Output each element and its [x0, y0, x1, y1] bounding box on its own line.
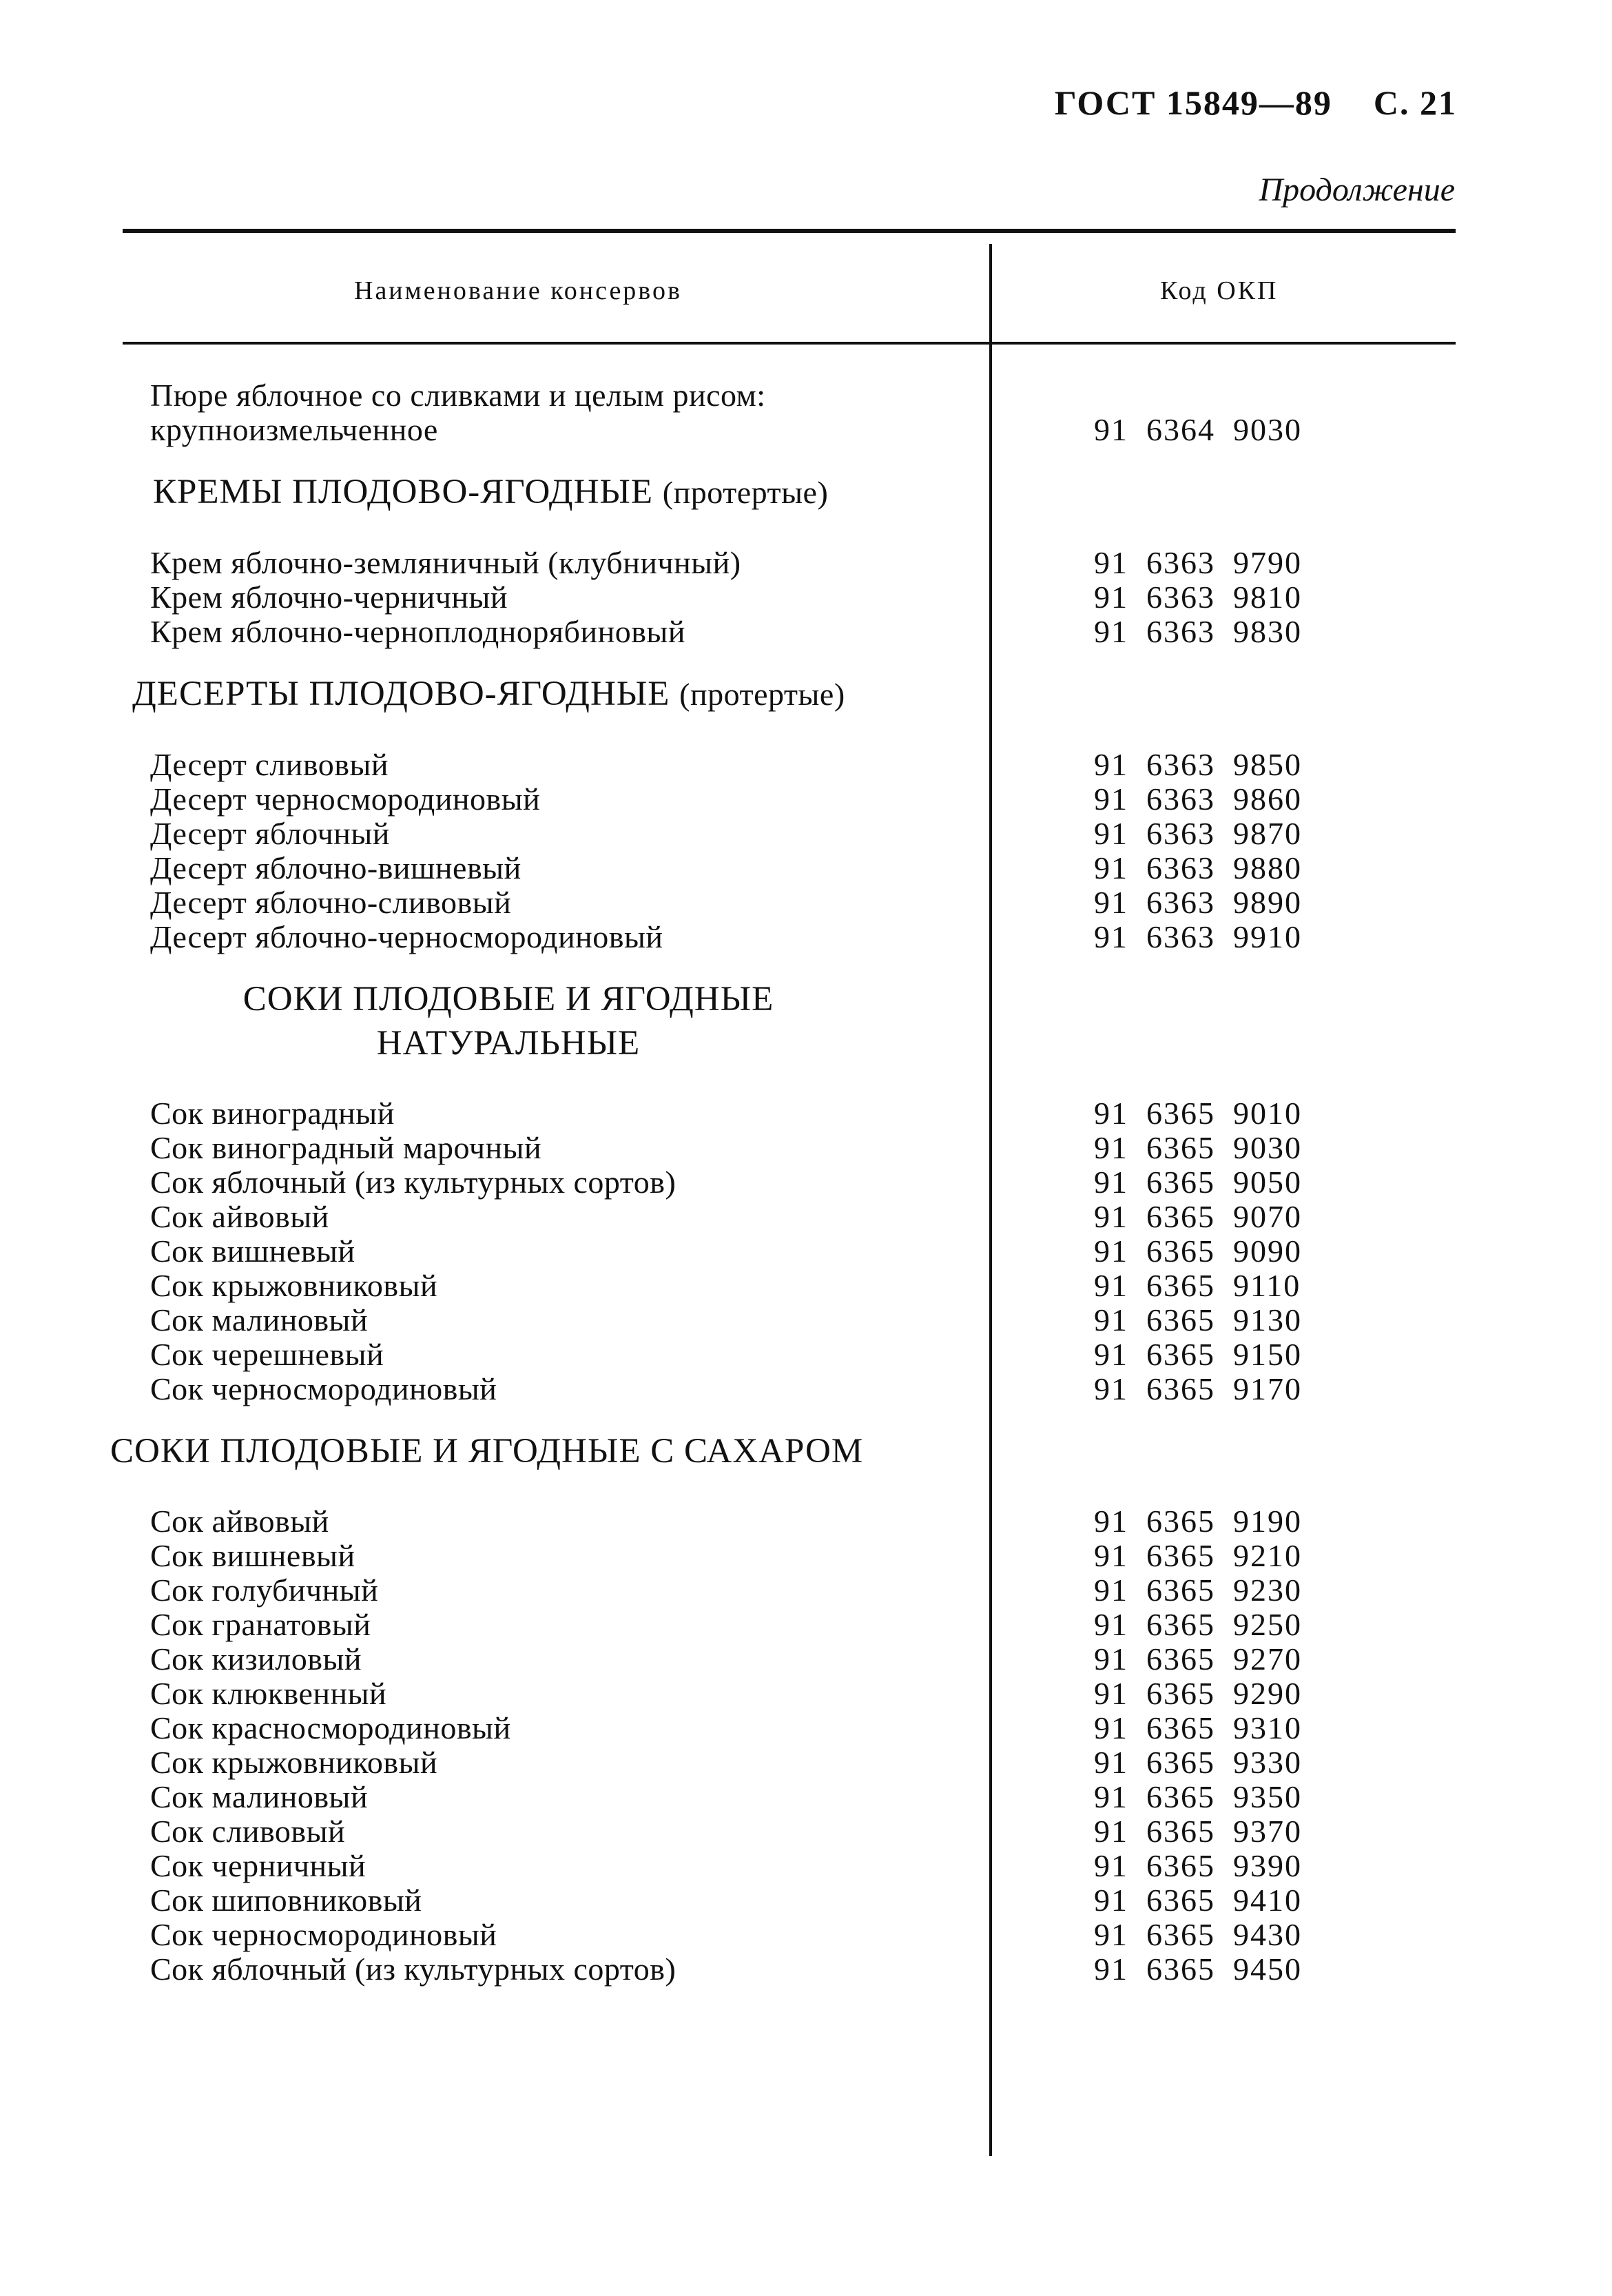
okp-code-part: 9390 [1233, 1847, 1302, 1883]
product-name: Сок крыжовниковый [150, 1744, 438, 1780]
product-name: Сок айвовый [150, 1198, 329, 1234]
okp-code-part: 6365 [1146, 1164, 1215, 1200]
table-row [0, 850, 1612, 885]
table-row [0, 1951, 1612, 1986]
okp-code [989, 1779, 1612, 1815]
table-row [0, 1268, 1612, 1302]
okp-code-part: 91 [1094, 1537, 1128, 1573]
okp-code-part: 9790 [1233, 544, 1302, 580]
okp-code-part: 6365 [1146, 1336, 1215, 1372]
product-name: Десерт сливовый [150, 746, 389, 782]
okp-code-part: 91 [1094, 884, 1128, 920]
okp-code-part: 91 [1094, 1198, 1128, 1234]
product-name: Десерт черносмородиновый [150, 781, 541, 817]
okp-code [989, 746, 1612, 783]
product-name: Сок гранатовый [150, 1606, 371, 1642]
okp-code-part: 6364 [1146, 411, 1215, 447]
okp-code [989, 919, 1612, 955]
okp-code-part: 6365 [1146, 1198, 1215, 1234]
okp-code-part: 91 [1094, 613, 1128, 649]
okp-code-part: 6365 [1146, 1233, 1215, 1269]
okp-code [989, 1537, 1612, 1574]
section-heading [0, 1406, 989, 1504]
okp-code-part: 9150 [1233, 1336, 1302, 1372]
okp-code-part: 91 [1094, 919, 1128, 954]
okp-code-part: 9430 [1233, 1916, 1302, 1952]
okp-code [989, 411, 1612, 448]
okp-code-part: 6365 [1146, 1779, 1215, 1814]
okp-code-part: 9090 [1233, 1233, 1302, 1269]
product-name: Десерт яблочно-сливовый [150, 884, 512, 920]
column-header-code: Код ОКП [1160, 276, 1279, 305]
section-heading [0, 447, 989, 545]
table-row [0, 412, 1612, 447]
product-name: Пюре яблочное со сливками и целым рисом: [150, 377, 766, 413]
okp-code [989, 1882, 1612, 1918]
okp-code [989, 1129, 1612, 1166]
okp-code-part: 91 [1094, 815, 1128, 851]
okp-code-part: 9410 [1233, 1882, 1302, 1918]
okp-code-part: 91 [1094, 1095, 1128, 1131]
product-name: Сок вишневый [150, 1233, 355, 1269]
okp-code [989, 1813, 1612, 1849]
okp-code-part: 9330 [1233, 1744, 1302, 1780]
okp-code-part: 91 [1094, 1916, 1128, 1952]
okp-code-part: 91 [1094, 1675, 1128, 1711]
okp-code-part: 91 [1094, 1744, 1128, 1780]
product-name: Сок шиповниковый [150, 1882, 422, 1918]
okp-code [989, 1916, 1612, 1953]
okp-code-part: 6363 [1146, 746, 1215, 782]
okp-code [989, 1336, 1612, 1373]
table-row [0, 1676, 1612, 1710]
okp-code-part: 9450 [1233, 1951, 1302, 1987]
product-name: Сок виноградный [150, 1095, 395, 1131]
okp-code-part: 6365 [1146, 1371, 1215, 1406]
product-name: Десерт яблочный [150, 815, 390, 851]
okp-code-part: 91 [1094, 781, 1128, 817]
table-row [0, 1641, 1612, 1676]
okp-code [989, 613, 1612, 650]
table-header-rule [123, 342, 1456, 345]
table-row [0, 747, 1612, 781]
okp-code-part: 6365 [1146, 1302, 1215, 1337]
product-name: Сок малиновый [150, 1779, 369, 1814]
table-row [0, 1848, 1612, 1883]
section-heading [0, 954, 989, 1096]
okp-code-part: 9050 [1233, 1164, 1302, 1200]
okp-code-part: 91 [1094, 579, 1128, 615]
table-row [0, 1337, 1612, 1371]
table-row [0, 1199, 1612, 1233]
okp-code-part: 9810 [1233, 579, 1302, 615]
okp-code-part: 6363 [1146, 579, 1215, 615]
okp-code-part: 6363 [1146, 781, 1215, 817]
product-name: Сок голубичный [150, 1572, 379, 1608]
product-name: Крем яблочно-черноплоднорябиновый [150, 613, 685, 649]
table-row [0, 1165, 1612, 1199]
table-row [0, 1745, 1612, 1779]
table-row [0, 1710, 1612, 1745]
okp-code [989, 781, 1612, 817]
product-name: Сок яблочный (из культурных сортов) [150, 1164, 676, 1200]
okp-code [989, 1371, 1612, 1407]
okp-code-part: 6365 [1146, 1951, 1215, 1987]
okp-code-part: 6363 [1146, 815, 1215, 851]
okp-code-part: 9830 [1233, 613, 1302, 649]
okp-code-part: 6363 [1146, 884, 1215, 920]
okp-code-part: 6365 [1146, 1641, 1215, 1677]
okp-code-part: 9890 [1233, 884, 1302, 920]
standard-number: ГОСТ 15849—89 [1054, 83, 1332, 122]
okp-code-part: 9130 [1233, 1302, 1302, 1337]
table-row [0, 1130, 1612, 1165]
product-name: Сок черешневый [150, 1336, 384, 1372]
product-name: Крем яблочно-черничный [150, 579, 508, 615]
okp-code-part: 9010 [1233, 1095, 1302, 1131]
okp-code-part: 9250 [1233, 1606, 1302, 1642]
section-heading [0, 648, 989, 747]
okp-code-part: 91 [1094, 1164, 1128, 1200]
okp-code-part: 6365 [1146, 1095, 1215, 1131]
okp-code-part: 6363 [1146, 850, 1215, 885]
okp-code-part: 6363 [1146, 919, 1215, 954]
okp-code-part: 6365 [1146, 1267, 1215, 1303]
okp-code-part: 9860 [1233, 781, 1302, 817]
okp-code-part: 6365 [1146, 1572, 1215, 1608]
product-name: Сок крыжовниковый [150, 1267, 438, 1303]
table-row [0, 885, 1612, 919]
okp-code-part: 91 [1094, 1267, 1128, 1303]
okp-code-part: 9290 [1233, 1675, 1302, 1711]
okp-code [989, 1164, 1612, 1200]
okp-code [989, 1744, 1612, 1781]
okp-code-part: 9030 [1233, 1129, 1302, 1165]
product-name: Сок сливовый [150, 1813, 346, 1849]
table-row [0, 1814, 1612, 1848]
okp-code-part: 9350 [1233, 1779, 1302, 1814]
okp-code [989, 1606, 1612, 1643]
okp-code-part: 91 [1094, 1606, 1128, 1642]
okp-code-part: 6365 [1146, 1710, 1215, 1745]
okp-code [989, 1951, 1612, 1987]
okp-code [989, 1302, 1612, 1338]
continuation-label: Продолжение [1259, 172, 1455, 208]
okp-code-part: 9910 [1233, 919, 1302, 954]
table-row [0, 1572, 1612, 1607]
table-row [0, 545, 1612, 580]
okp-code [989, 1267, 1612, 1304]
okp-code-part: 91 [1094, 1813, 1128, 1849]
okp-code [989, 1233, 1612, 1269]
table-row [0, 781, 1612, 816]
section-title: СОКИ ПЛОДОВЫЕ И ЯГОДНЫЕ [242, 980, 774, 1018]
okp-code-part: 91 [1094, 746, 1128, 782]
okp-code [989, 1710, 1612, 1746]
okp-code-part: 9270 [1233, 1641, 1302, 1677]
okp-code-part: 6363 [1146, 613, 1215, 649]
table-row [0, 580, 1612, 614]
section-title: ДЕСЕРТЫ ПЛОДОВО-ЯГОДНЫЕ (протертые) [132, 675, 845, 713]
okp-code-part: 6365 [1146, 1503, 1215, 1539]
okp-code-part: 9030 [1233, 411, 1302, 447]
okp-code [989, 1503, 1612, 1539]
okp-code-part: 6365 [1146, 1537, 1215, 1573]
okp-code-part: 9210 [1233, 1537, 1302, 1573]
table-row [0, 614, 1612, 648]
okp-code-part: 91 [1094, 1847, 1128, 1883]
okp-code-part: 91 [1094, 1302, 1128, 1337]
section-note: (протертые) [662, 475, 829, 510]
okp-code-part: 9850 [1233, 746, 1302, 782]
product-name: Крем яблочно-земляничный (клубничный) [150, 544, 741, 580]
okp-code-part: 6365 [1146, 1744, 1215, 1780]
page-header [1055, 83, 1457, 123]
table-row [0, 1302, 1612, 1337]
product-name: Сок черничный [150, 1847, 366, 1883]
okp-code-part: 91 [1094, 411, 1128, 447]
product-name: Сок яблочный (из культурных сортов) [150, 1951, 676, 1987]
page-number: С. 21 [1373, 83, 1457, 122]
table-row [0, 378, 1612, 412]
okp-code-part: 9870 [1233, 815, 1302, 851]
okp-code [989, 1847, 1612, 1884]
okp-code-part: 6365 [1146, 1882, 1215, 1918]
product-name: Сок виноградный марочный [150, 1129, 542, 1165]
table-row [0, 1096, 1612, 1130]
okp-code [989, 1675, 1612, 1712]
product-name: Сок черносмородиновый [150, 1371, 497, 1406]
table-body [0, 378, 1612, 1986]
section-title: КРЕМЫ ПЛОДОВО-ЯГОДНЫЕ (протертые) [153, 473, 829, 511]
okp-code-part: 91 [1094, 544, 1128, 580]
okp-code-part: 6365 [1146, 1916, 1215, 1952]
okp-code-part: 9070 [1233, 1198, 1302, 1234]
okp-code-part: 91 [1094, 1233, 1128, 1269]
table-row [0, 919, 1612, 954]
okp-code-part: 91 [1094, 1951, 1128, 1987]
table-row [0, 816, 1612, 850]
okp-code-part: 91 [1094, 1129, 1128, 1165]
section-title: СОКИ ПЛОДОВЫЕ И ЯГОДНЫЕ С САХАРОМ [110, 1432, 864, 1470]
okp-code-part: 9110 [1233, 1267, 1301, 1303]
okp-code [989, 1095, 1612, 1131]
section-note: (протертые) [679, 677, 845, 712]
okp-code-part: 91 [1094, 1371, 1128, 1406]
product-name: Сок айвовый [150, 1503, 329, 1539]
okp-code-part: 6365 [1146, 1606, 1215, 1642]
table-top-rule [123, 229, 1456, 233]
okp-code-part: 9190 [1233, 1503, 1302, 1539]
okp-code-part: 9310 [1233, 1710, 1302, 1745]
okp-code-part: 9230 [1233, 1572, 1302, 1608]
okp-code [989, 815, 1612, 852]
okp-code [989, 1198, 1612, 1235]
product-name: Десерт яблочно-вишневый [150, 850, 521, 885]
table-row [0, 1779, 1612, 1814]
product-name: Десерт яблочно-черносмородиновый [150, 919, 663, 954]
okp-code-part: 6365 [1146, 1847, 1215, 1883]
product-name: Сок черносмородиновый [150, 1916, 497, 1952]
table-row [0, 1607, 1612, 1641]
table-row [0, 1371, 1612, 1406]
column-header-name: Наименование консервов [354, 276, 682, 305]
table-row [0, 1917, 1612, 1951]
product-name: Сок кизиловый [150, 1641, 362, 1677]
product-name: Сок малиновый [150, 1302, 369, 1337]
okp-code-part: 91 [1094, 1779, 1128, 1814]
okp-code-part: 9880 [1233, 850, 1302, 885]
okp-code-part: 6365 [1146, 1675, 1215, 1711]
okp-code-part: 6363 [1146, 544, 1215, 580]
product-name: крупноизмельченное [150, 411, 438, 447]
table-row [0, 1233, 1612, 1268]
section-title-line2: НАТУРАЛЬНЫЕ [376, 1024, 641, 1063]
okp-code [989, 884, 1612, 921]
okp-code-part: 91 [1094, 1882, 1128, 1918]
okp-code [989, 1641, 1612, 1677]
table-row [0, 1538, 1612, 1572]
okp-code-part: 91 [1094, 1336, 1128, 1372]
okp-code-part: 91 [1094, 1503, 1128, 1539]
product-name: Сок клюквенный [150, 1675, 387, 1711]
okp-code-part: 6365 [1146, 1129, 1215, 1165]
table-row [0, 1504, 1612, 1538]
okp-code-part: 91 [1094, 1710, 1128, 1745]
product-name: Сок красносмородиновый [150, 1710, 511, 1745]
table-row [0, 1883, 1612, 1917]
okp-code [989, 579, 1612, 615]
okp-code [989, 544, 1612, 581]
okp-code-part: 91 [1094, 850, 1128, 885]
okp-code-part: 9370 [1233, 1813, 1302, 1849]
okp-code [989, 1572, 1612, 1608]
product-name: Сок вишневый [150, 1537, 355, 1573]
okp-code-part: 91 [1094, 1572, 1128, 1608]
okp-code-part: 6365 [1146, 1813, 1215, 1849]
okp-code-part: 91 [1094, 1641, 1128, 1677]
okp-code-part: 9170 [1233, 1371, 1302, 1406]
okp-code [989, 850, 1612, 886]
